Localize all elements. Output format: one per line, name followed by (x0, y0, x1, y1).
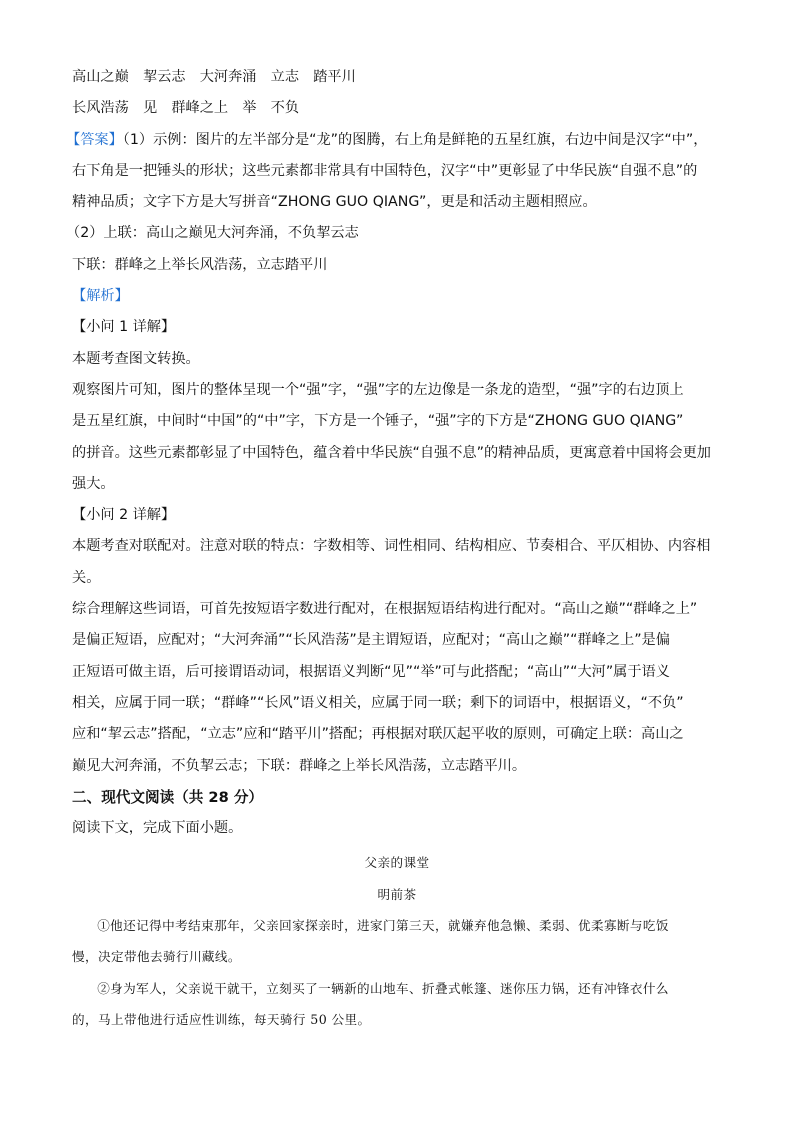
analysis-line-5: 强大。 (72, 475, 115, 492)
analysis-tag: 【解析】 (72, 288, 129, 305)
reading-instruction: 阅读下文，完成下面小题。 (72, 820, 243, 837)
analysis-line-10: 正短语可做主语，后可接谓语动词，根据语义判断“见”“举”可与此搭配；“高山”“大河”属于语义 (72, 663, 670, 680)
analysis-line-3: 是五星红旗，中间时“中国”的“中”字，下方是一个锤子，“强”字的下方是“ZHONG GUO QIANG” (72, 413, 684, 430)
answer-line-5: 下联：群峰之上举长风浩荡，立志踏平川 (72, 256, 328, 273)
analysis-line-13: 巅见大河奔涌，不负挈云志；下联：群峰之上举长风浩荡，立志踏平川。 (72, 757, 527, 774)
analysis-line-8: 综合理解这些词语，可首先按短语字数进行配对，在根据短语结构进行配对。“高山之巅”“群峰之上” (72, 601, 698, 618)
analysis-line-6: 本题考查对联配对。注意对联的特点：字数相等、词性相同、结构相应、节奏相合、平仄相协、内容相 (72, 538, 711, 555)
story-paragraph-2-line-2: 的，马上带他进行适应性训练，每天骑行 50 公里。 (72, 1011, 371, 1027)
word-list-line-2: 长风浩荡 见 群峰之上 举 不负 (72, 100, 300, 117)
question-2-heading: 【小问 2 详解】 (72, 507, 176, 524)
analysis-line-4: 的拼音。这些元素都彰显了中国特色，蕴含着中华民族“自强不息”的精神品质，更寓意着中国将会更加 (72, 444, 711, 461)
analysis-line-2: 观察图片可知，图片的整体呈现一个“强”字，“强”字的左边像是一条龙的造型，“强”字的右边顶上 (72, 381, 684, 398)
document-page (66, 62, 722, 1035)
word-list-line-1: 高山之巅 挈云志 大河奔涌 立志 踏平川 (72, 69, 356, 85)
analysis-line-7: 关。 (72, 569, 101, 586)
answer-line-3: 精神品质；文字下方是大写拼音“ZHONG GUO QIANG”，更是和活动主题相照应。 (72, 194, 597, 211)
story-paragraph-1-line-1: ①他还记得中考结束那年，父亲回家探亲时，进家门第三天，就嫌弃他急懒、柔弱、优柔寡断与吃饭 (97, 918, 669, 934)
analysis-line-9: 是偏正短语，应配对；“大河奔涌”“长风浩荡”是主谓短语，应配对；“高山之巅”“群峰之上”是偏 (72, 632, 670, 649)
answer-line-1 (66, 125, 722, 156)
story-title: 父亲的课堂 (364, 855, 430, 871)
analysis-line-12: 应和“挈云志”搭配，“立志”应和“踏平川”搭配；再根据对联仄起平收的原则，可确定上联：高山之 (72, 726, 684, 743)
story-author: 明前茶 (377, 886, 417, 902)
analysis-line-11: 相关，应属于同一联；“群峰”“长风”语义相关，应属于同一联；剩下的词语中，根据语义，“不负” (72, 694, 684, 711)
answer-text-1: （1）示例：图片的左半部分是“龙”的图腾，右上角是鲜艳的五星红旗，右边中间是汉字“中”， (122, 131, 708, 148)
story-paragraph-2-line-1: ②身为军人，父亲说干就干，立刻买了一辆新的山地车、折叠式帐篷、迷你压力锅，还有冲锋衣什么 (97, 980, 669, 996)
analysis-line-1: 本题考查图文转换。 (72, 350, 200, 367)
question-1-heading: 【小问 1 详解】 (72, 319, 176, 336)
answer-line-2: 右下角是一把锤头的形状；这些元素都非常具有中国特色，汉字“中”更彰显了中华民族“自强不息”的 (72, 162, 698, 179)
answer-line-4: （2）上联：高山之巅见大河奔涌，不负挈云志 (66, 225, 359, 242)
answer-tag: 【答案】 (66, 131, 123, 148)
story-paragraph-1-line-2: 慢，决定带他去骑行川藏线。 (72, 949, 241, 965)
section-heading: 二、现代文阅读（共 28 分） (72, 788, 264, 806)
